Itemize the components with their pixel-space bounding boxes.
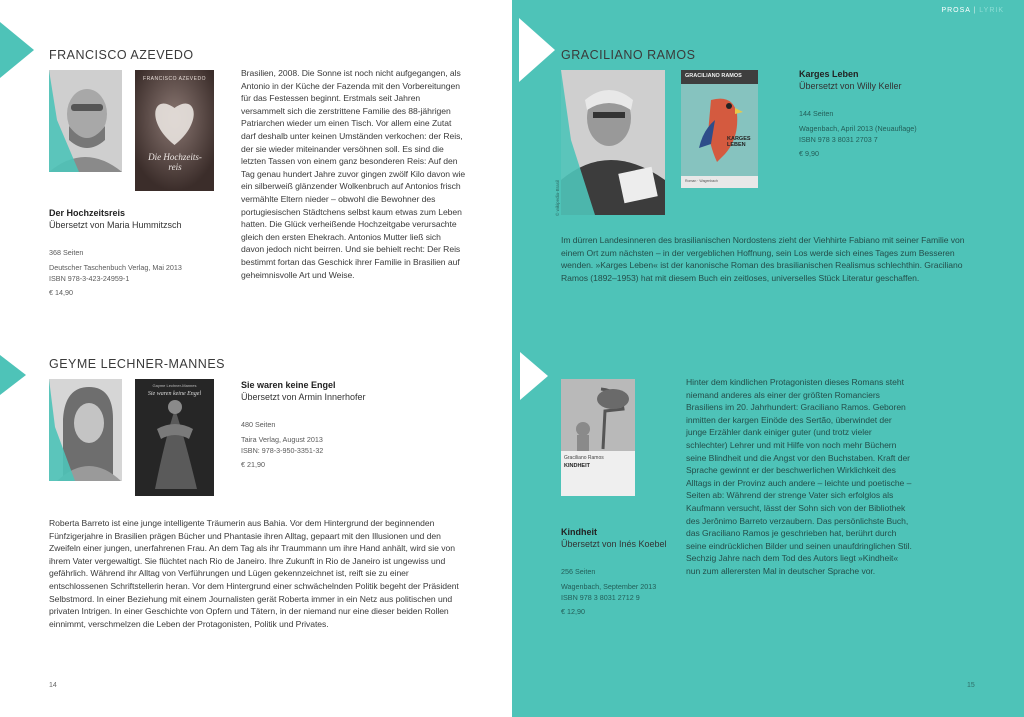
cover-title: KARGES LEBEN <box>727 136 751 148</box>
book-title-2: Sie waren keine Engel <box>241 380 336 390</box>
page-count-2: 480 Seiten <box>241 420 276 429</box>
author-name-3: GRACILIANO RAMOS <box>561 48 696 62</box>
corner-triangle-top-right <box>519 18 555 82</box>
book-cover-4 <box>561 379 635 496</box>
header-separator: | <box>970 7 980 14</box>
author-photo-3 <box>561 70 665 215</box>
corner-triangle-mid-right <box>520 352 548 400</box>
price-4: € 12,90 <box>561 607 585 616</box>
book-title-4: Kindheit <box>561 527 597 537</box>
book-description-2: Roberta Barreto ist eine junge intelligente Träumerin aus Bahia. Vor dem Hintergrund der beginnenden Fünfzigerjahre in Brasilien prägen Bücher und Phantasie ihren Alltag, gepaart mit den Illusionen und den Zweifeln einer jungen, unerfahrenen Frau. An dem Tag als ihr Traummann um ihre Hand anhält, wird sie von ihrem Vater vergewaltigt. Sie flüchtet nach Rio de Janeiro. Ihre Zukunft in Rio de Janeiro ist ungewiss und gefährlich. Während ihr Alltag von Verführungen und Lügen gekennzeichnet ist, reift sie zu einer entschlossenen Schriftstellerin heran. Vor dem Hintergrund einer schwächelnden Politik begeht der Präsident Selbstmord. In einer Beziehung mit einem Journalisten gerät Roberta immer in ein Netz aus politischen und privaten Intrigen. In einer Geschichte von Opfern und Tätern, in der niemand nur eine dieser beiden Rollen einnimmt, verschmelzen die Leben der Protagonisten, Politik und Privates. <box>49 518 459 629</box>
book-cover-3 <box>681 70 758 188</box>
price: € 14,90 <box>49 288 73 297</box>
book-cover-2 <box>135 379 214 496</box>
page-count: 368 Seiten <box>49 248 84 257</box>
cover-author: Graciliano Ramos <box>564 455 604 461</box>
cover-author: Gayme Lechner-Mannes <box>152 383 197 388</box>
isbn: ISBN 978-3-423-24959-1 <box>49 273 130 283</box>
publisher-4: Wagenbach, September 2013 <box>561 582 657 591</box>
book-description: Brasilien, 2008. Die Sonne ist noch nicht aufgegangen, als Antonio in der Küche der Fazenda mit den Vorbereitungen für das Festessen beginnt. Erstmals seit Jahren versammelt sich die zerstrittene Familie des 88-jährigen Patriarchen wieder um einen Tisch. Vor allem eine Zutat darf deshalb unter keinen Umständen verkochen: der Reis, der sie wieder miteinander versöhnen soll. Es sind die letzten Tassen von einem ganz besonderen Reis: Auf den Tag genau hundert Jahre zuvor gingen zwölf Kilo davon wie ein silberweiß glänzender Wolkenbruch auf Antonios frisch vermählte Eltern nieder – obwohl die Bewohner des portugiesischen Städtchens selbst kaum etwas zum Leben hatten. Die Glück verheißende Hochzeitgabe verursachte gleich den ersten Ehekrach. Antonios Mutter ließ sich davon jedoch nicht beirren. Und sie behielt recht: Der Reis bestimmt fortan das Geschick ihrer Familie in Brasilien auf geheimnisvolle Art und Weise. <box>241 68 466 280</box>
page-number-right: 15 <box>967 682 975 689</box>
corner-triangle-mid <box>0 355 26 395</box>
cover-author: GRACILIANO RAMOS <box>685 73 742 79</box>
translator-3: Übersetzt von Willy Keller <box>799 81 902 91</box>
book-title: Der Hochzeitsreis <box>49 208 126 218</box>
publisher-2: Taira Verlag, August 2013 <box>241 435 323 444</box>
isbn-3: ISBN 978 3 8031 2703 7 <box>799 134 878 144</box>
book-description-3: Im dürren Landesinneren des brasilianischen Nordostens zieht der Viehhirte Fabiano mit seiner Familie von einem Ort zum nächsten – in der vergeblichen Hoffnung, sein Los werde sich eines Tages zum Besseren wenden. »Karges Leben« ist der kanonische Roman des brasilianischen Realismus schlechthin. Graciliano Ramos (1892–1953) hat mit diesem Buch ein zeitloses, universelles Stück Literatur geschaffen. <box>561 235 965 283</box>
cover-footer: Roman · Wagenbach <box>685 179 718 183</box>
book-description-4: Hinter dem kindlichen Protagonisten dieses Romans steht niemand anderes als einer der größten Romanciers Brasiliens im 20. Jahrhundert: Graciliano Ramos. Geboren inmitten der kargen Einöde des Sertão, überwindet der junge Erzähler dank einiger guter (und trotz vieler schlechter) Lehrer und mit Hilfe von noch mehr Büchern seine Blindheit und die Angst vor den Buchstaben. Kraft der Sprache gewinnt er der beschwerlichen Wirklichkeit des Alltags in der Provinz auch andere – leichte und poetische – Seiten ab: Während der strenge Vater sich erfolglos als Kaufmann versucht, lässt der Sohn sich von der Bibliothek des Jerônimo Barreto verzaubern. Das persönlichste Buch, das Graciliano Ramos je geschrieben hat, berührt durch seine eindrücklichen Bilder und seinen unaufdringlichen Stil. Sechzig Jahre nach dem Tod des Autors liegt »Kindheit« nun zum allerersten Mal in deutscher Sprache vor. <box>686 377 912 576</box>
translator-2: Übersetzt von Armin Innerhofer <box>241 392 366 402</box>
cover-title: FRANCISCO AZEVEDO <box>143 76 206 82</box>
isbn-4: ISBN 978 3 8031 2712 9 <box>561 592 640 602</box>
cover-title: Sie waren keine Engel <box>147 391 202 397</box>
publisher: Deutscher Taschenbuch Verlag, Mai 2013 <box>49 263 182 272</box>
page-number-left: 14 <box>49 682 57 689</box>
publisher-3: Wagenbach, April 2013 (Neuauflage) <box>799 124 917 133</box>
photo-credit: © wikipedia-Brasil <box>555 180 560 216</box>
author-photo <box>49 70 122 172</box>
price-2: € 21,90 <box>241 460 265 469</box>
cover-title: KINDHEIT <box>564 463 590 469</box>
isbn-2: ISBN: 978-3-950-3351-32 <box>241 445 324 455</box>
author-name: FRANCISCO AZEVEDO <box>49 48 194 62</box>
author-name-2: GEYME LECHNER-MANNES <box>49 357 225 371</box>
translator: Übersetzt von Maria Hummitzsch <box>49 220 182 230</box>
author-photo-2 <box>49 379 122 481</box>
cover-subtitle: Die Hochzeits-reis <box>148 152 202 172</box>
book-title-3: Karges Leben <box>799 69 859 79</box>
page-count-3: 144 Seiten <box>799 109 834 118</box>
corner-triangle-top <box>0 22 34 78</box>
header-lyrik: LYRIK <box>979 7 1004 14</box>
page-count-4: 256 Seiten <box>561 567 596 576</box>
price-3: € 9,90 <box>799 149 819 158</box>
translator-4: Übersetzt von Inés Koebel <box>561 539 667 549</box>
book-cover <box>135 70 214 191</box>
right-page <box>512 0 1024 717</box>
section-header <box>941 7 1004 14</box>
header-prosa: PROSA <box>941 7 971 14</box>
